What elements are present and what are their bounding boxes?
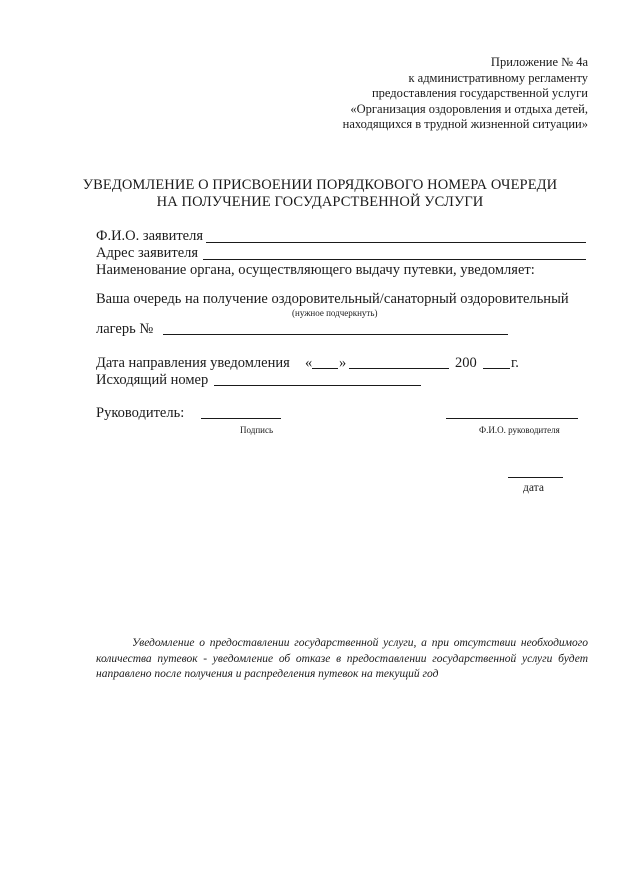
outgoing-number-line[interactable]	[214, 385, 421, 386]
signature-date-line[interactable]	[508, 477, 563, 478]
outgoing-number-label: Исходящий номер	[96, 372, 209, 388]
year-prefix: 200	[455, 355, 477, 371]
head-name-caption: Ф.И.О. руководителя	[479, 425, 560, 435]
header-line: к административному регламенту	[408, 70, 588, 85]
appendix-header	[343, 55, 588, 133]
camp-number-line[interactable]	[163, 334, 508, 335]
camp-number-label: лагерь №	[96, 321, 154, 337]
head-label: Руководитель:	[96, 405, 185, 421]
queue-text: Ваша очередь на получение оздоровительный/санаторный оздоровительный	[96, 291, 569, 307]
document-title-line-1: УВЕДОМЛЕНИЕ О ПРИСВОЕНИИ ПОРЯДКОВОГО НОМЕРА ОЧЕРЕДИ	[82, 177, 558, 193]
header-line: Приложение № 4а	[490, 55, 588, 69]
notification-date-label: Дата направления уведомления	[96, 355, 290, 371]
signature-caption: Подпись	[240, 425, 274, 435]
underline-hint: (нужное подчеркнуть)	[292, 308, 378, 318]
authority-label: Наименование органа, осуществляющего выдачу путевки, уведомляет:	[96, 262, 535, 278]
applicant-address-label: Адрес заявителя	[96, 245, 199, 261]
date-year-line[interactable]	[483, 368, 510, 369]
date-quote-open: «	[305, 355, 313, 371]
header-line: предоставления государственной услуги	[371, 86, 588, 100]
header-line: «Организация оздоровления и отдыха детей,	[350, 101, 588, 116]
applicant-name-label: Ф.И.О. заявителя	[96, 228, 204, 244]
signature-line[interactable]	[201, 418, 281, 419]
document-title-line-2: НА ПОЛУЧЕНИЕ ГОСУДАРСТВЕННОЙ УСЛУГИ	[156, 194, 484, 210]
applicant-name-line[interactable]	[206, 242, 586, 243]
date-quote-close: »	[339, 355, 347, 371]
date-month-line[interactable]	[349, 368, 449, 369]
header-line: находящихся в трудной жизненной ситуации»	[342, 117, 588, 131]
footnote: Уведомление о предоставлении государственной услуги, а при отсутствии необходимого количества путевок - уведомление об отказе в предоставлении государственной услуги будет направлено после получения и распределения путевок на текущий год	[96, 637, 588, 680]
signature-date-caption: дата	[523, 482, 544, 494]
applicant-address-line[interactable]	[203, 259, 586, 260]
year-suffix: г.	[511, 355, 519, 371]
head-name-line[interactable]	[446, 418, 578, 419]
date-day-line[interactable]	[312, 368, 338, 369]
